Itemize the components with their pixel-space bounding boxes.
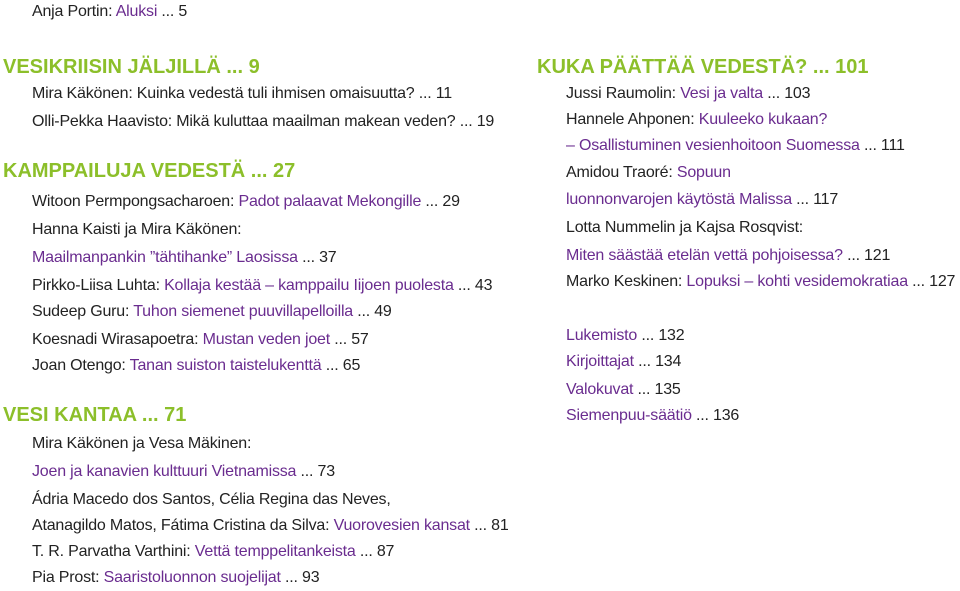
- toc-entry: [566, 272, 955, 292]
- entry-page: ... 134: [633, 353, 682, 370]
- entry-page: ... 136: [691, 407, 740, 424]
- entry-author: Pirkko-Liisa Luhta:: [32, 277, 165, 294]
- entry-page: ... 135: [633, 381, 681, 398]
- entry-title: Joen ja kanavien kulttuuri Vietnamissa: [32, 463, 297, 480]
- entry-author: Ádria Macedo dos Santos, Célia Regina das Neves,: [32, 491, 391, 508]
- entry-author: Joan Otengo:: [32, 357, 130, 374]
- toc-entry: [566, 190, 838, 210]
- entry-page: ... 57: [329, 331, 369, 348]
- section-heading: KAMPPAILUJA VEDESTÄ ... 27: [3, 160, 296, 182]
- entry-page: ... 37: [297, 249, 337, 266]
- entry-title: Kuuleeko kukaan?: [698, 111, 828, 128]
- entry-page: ... 103: [762, 85, 811, 102]
- toc-entry: [32, 2, 187, 22]
- entry-title: Lukemisto: [566, 327, 638, 344]
- entry-title: Aluksi: [115, 3, 158, 20]
- toc-entry: [32, 462, 335, 482]
- entry-author: Hannele Ahponen:: [566, 111, 699, 128]
- toc-entry: [32, 356, 360, 376]
- toc-entry: [32, 192, 460, 212]
- toc-entry: [32, 112, 494, 132]
- entry-page: ... 43: [453, 277, 493, 294]
- toc-entry: [566, 326, 684, 346]
- entry-page: ... 93: [280, 569, 320, 586]
- toc-entry: [566, 163, 731, 183]
- toc-entry: [32, 302, 392, 322]
- entry-title: Tanan suiston taistelukenttä: [129, 357, 322, 374]
- entry-page: ... 65: [321, 357, 361, 374]
- entry-author: Hanna Kaisti ja Mira Käkönen:: [32, 221, 242, 238]
- entry-page: ... 81: [469, 517, 509, 534]
- entry-title: Siemenpuu-säätiö: [566, 407, 692, 424]
- entry-title: luonnonvarojen käytöstä Malissa: [566, 191, 792, 208]
- toc-entry: [32, 276, 492, 296]
- entry-page: ... 87: [355, 543, 395, 560]
- toc-entry: [32, 330, 369, 350]
- entry-author: Koesnadi Wirasapoetra:: [32, 331, 203, 348]
- toc-entry: [32, 434, 251, 454]
- section-heading: VESIKRIISIN JÄLJILLÄ ... 9: [3, 56, 260, 78]
- toc-entry: [566, 352, 681, 372]
- entry-title: – Osallistuminen vesienhoitoon Suomessa: [566, 137, 860, 154]
- section-heading: KUKA PÄÄTTÄÄ VEDESTÄ? ... 101: [537, 56, 869, 78]
- entry-title: Vuorovesien kansat: [333, 517, 470, 534]
- toc-entry: [32, 84, 452, 104]
- entry-page: ... 127: [907, 273, 956, 290]
- entry-author: Mira Käkönen ja Vesa Mäkinen:: [32, 435, 252, 452]
- entry-author: Anja Portin:: [32, 3, 116, 20]
- entry-title: Vesi ja valta: [680, 85, 763, 102]
- toc-entry: [32, 542, 394, 562]
- toc-entry: [566, 84, 810, 104]
- entry-title: Kollaja kestää – kamppailu Iijoen puolesta: [164, 277, 454, 294]
- entry-author: Lotta Nummelin ja Kajsa Rosqvist:: [566, 219, 804, 236]
- entry-title: Lopuksi – kohti vesidemokratiaa: [686, 273, 908, 290]
- entry-author: Marko Keskinen:: [566, 273, 687, 290]
- toc-entry: [566, 380, 681, 400]
- entry-author: Jussi Raumolin:: [566, 85, 681, 102]
- entry-author: Sudeep Guru:: [32, 303, 134, 320]
- entry-author: Atanagildo Matos, Fátima Cristina da Silva:: [32, 517, 334, 534]
- entry-title: Padot palaavat Mekongille: [238, 193, 422, 210]
- entry-title: Valokuvat: [566, 381, 634, 398]
- toc-entry: [566, 110, 827, 130]
- toc-entry: [566, 406, 739, 426]
- entry-page: ... 121: [842, 247, 891, 264]
- entry-author: Pia Prost:: [32, 569, 104, 586]
- entry-author: Witoon Permpongsacharoen:: [32, 193, 239, 210]
- entry-page: ... 73: [296, 463, 335, 480]
- entry-author: Olli-Pekka Haavisto: Mikä kuluttaa maailman makean veden? ... 19: [32, 113, 495, 130]
- section-heading: VESI KANTAA ... 71: [3, 404, 187, 426]
- entry-author: Amidou Traoré:: [566, 164, 677, 181]
- entry-title: Miten säästää etelän vettä pohjoisessa?: [566, 247, 843, 264]
- toc-entry: [32, 220, 241, 240]
- entry-title: Mustan veden joet: [202, 331, 330, 348]
- entry-page: ... 117: [791, 191, 839, 208]
- entry-author: T. R. Parvatha Varthini:: [32, 543, 195, 560]
- toc-entry: [566, 246, 890, 266]
- entry-title: Saaristoluonnon suojelijat: [103, 569, 281, 586]
- entry-page: ... 29: [421, 193, 460, 210]
- toc-entry: [32, 248, 336, 268]
- entry-title: Kirjoittajat: [566, 353, 634, 370]
- entry-page: ... 5: [157, 3, 188, 20]
- entry-title: Maailmanpankin ”tähtihanke” Laosissa: [32, 249, 298, 266]
- entry-page: ... 49: [353, 303, 392, 320]
- entry-title: Tuhon siemenet puuvillapelloilla: [133, 303, 353, 320]
- entry-page: ... 132: [637, 327, 685, 344]
- toc-entry: [32, 568, 319, 588]
- entry-title: Sopuun: [676, 164, 731, 181]
- entry-page: ... 111: [859, 137, 905, 154]
- toc-entry: [32, 490, 391, 510]
- entry-author: Mira Käkönen: Kuinka vedestä tuli ihmisen omaisuutta? ... 11: [32, 85, 452, 102]
- toc-entry: [32, 516, 509, 536]
- toc-entry: [566, 136, 905, 156]
- entry-title: Vettä temppelitankeista: [194, 543, 356, 560]
- toc-entry: [566, 218, 803, 238]
